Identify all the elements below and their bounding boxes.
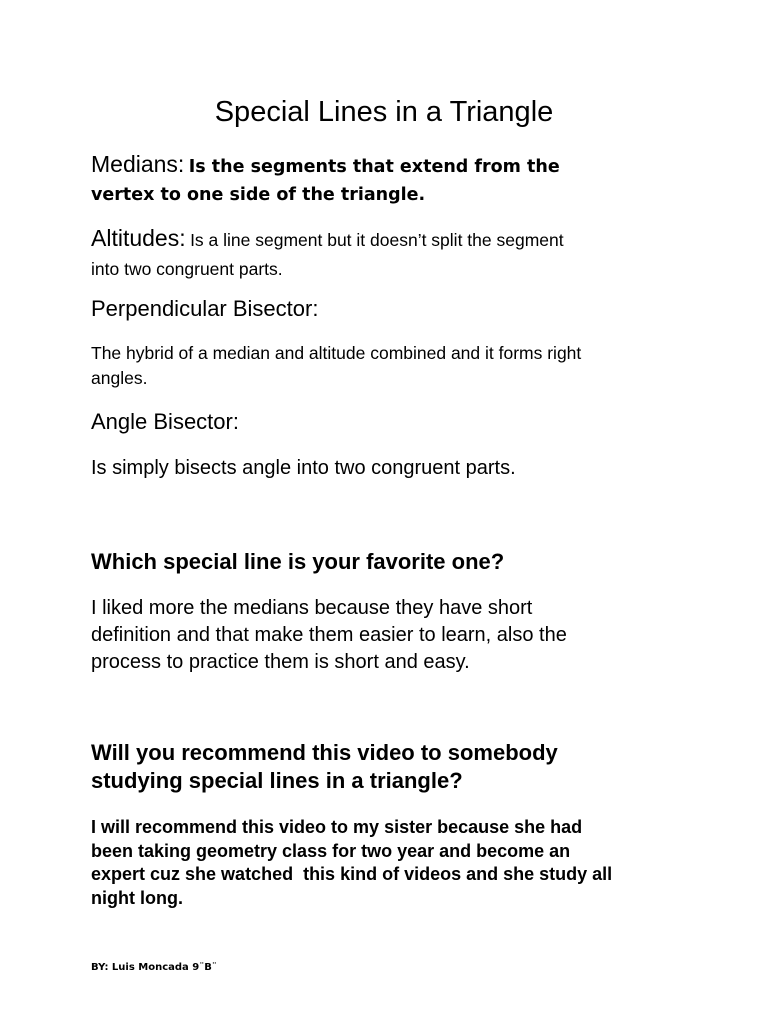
altitudes-section — [91, 224, 691, 282]
medians-definition-line1: Is the segments that extend from the — [188, 157, 560, 177]
question1-heading: Which special line is your favorite one? — [91, 549, 505, 574]
medians-definition-line2: vertex to one side of the triangle. — [91, 185, 426, 205]
altitudes-definition-line1: Is a line segment but it doesn’t split the segment — [190, 230, 564, 250]
question2-answer-line3: expert cuz she watched this kind of videos and she study all — [91, 864, 613, 884]
question2-answer-line2: been taking geometry class for two year and become an — [91, 840, 571, 861]
angle-bisector-term: Angle Bisector: — [91, 409, 239, 434]
question1-answer-line1: I liked more the medians because they have short — [91, 597, 533, 619]
question2-answer-line4: night long. — [91, 887, 183, 908]
angle-bisector-definition: Is simply bisects angle into two congruent parts. — [91, 457, 516, 479]
perpendicular-bisector-definition-line1: The hybrid of a median and altitude combined and it forms right — [91, 343, 582, 363]
altitudes-definition-line2: into two congruent parts. — [91, 259, 283, 279]
question1-answer — [91, 595, 691, 676]
question1-answer-line3: process to practice them is short and easy. — [91, 651, 470, 673]
perpendicular-bisector-section — [91, 295, 691, 323]
question2-heading-line2: studying special lines in a triangle? — [91, 768, 463, 793]
perpendicular-bisector-term: Perpendicular Bisector: — [91, 296, 319, 321]
angle-bisector-definition-block — [91, 455, 691, 482]
question2-answer-line1: I will recommend this video to my sister because she had — [91, 817, 583, 837]
page-title: Special Lines in a Triangle — [214, 96, 554, 128]
angle-bisector-section — [91, 408, 691, 436]
medians-term: Medians: — [91, 151, 185, 177]
medians-section — [91, 150, 691, 208]
perpendicular-bisector-definition-line2: angles. — [91, 368, 148, 388]
perpendicular-bisector-definition — [91, 341, 691, 391]
author-footer: BY: Luis Moncada 9¨B¨ — [91, 962, 217, 973]
question2-heading-line1: Will you recommend this video to somebody — [91, 740, 558, 765]
question2-answer — [91, 816, 731, 910]
question1-section — [91, 548, 691, 576]
altitudes-term: Altitudes: — [91, 225, 186, 251]
question2-section — [91, 739, 691, 795]
question1-answer-line2: definition and that make them easier to learn, also the — [91, 624, 567, 646]
